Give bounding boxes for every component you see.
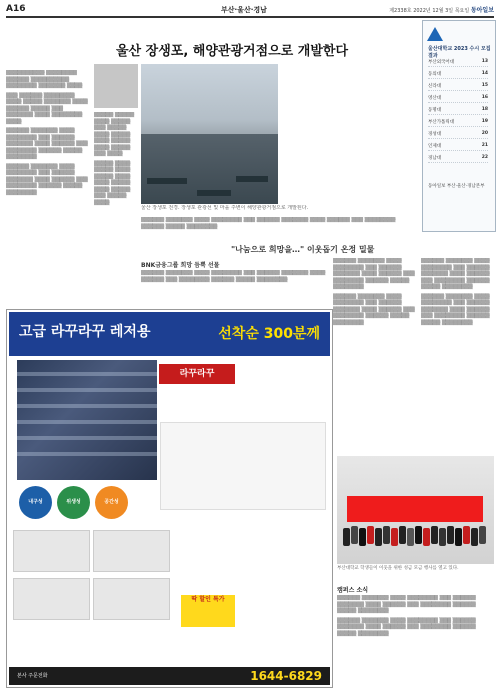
- person: [447, 526, 454, 544]
- sidebar-row-num: 13: [481, 59, 488, 64]
- person: [367, 526, 374, 544]
- person: [343, 528, 350, 546]
- ship: [197, 190, 231, 196]
- ad-footer-label: 본사 주문전화: [17, 673, 48, 679]
- person: [383, 526, 390, 544]
- person: [471, 528, 478, 546]
- campus-news-body: [337, 595, 494, 687]
- event-photo-caption: 부산대학교 학생들이 이웃을 위한 성금 모금 행사를 열고 있다.: [337, 566, 459, 571]
- photo-harbor: [141, 134, 278, 204]
- bed-stripe: [17, 452, 157, 456]
- article-paragraph: ▒▒▒▒▒▒ ▒▒▒▒▒▒▒ ▒▒▒▒ ▒▒▒▒▒▒▒▒ ▒▒▒ ▒▒▒▒▒▒ ▒▒▒▒▒▒▒ ▒▒▒▒ ▒▒▒▒▒▒ ▒▒▒ ▒▒▒▒▒▒▒▒ ▒▒▒▒▒▒ ▒▒▒▒▒ ▒▒▒▒▒▒▒▒: [141, 270, 326, 283]
- ad-details: [160, 422, 326, 510]
- sidebar-index: [422, 20, 496, 232]
- article-middle-column: [94, 112, 138, 310]
- sidebar-row-num: 16: [481, 95, 488, 100]
- person: [423, 528, 430, 546]
- logo-icon: [427, 27, 443, 41]
- ad-phone[interactable]: 1644-6829: [250, 669, 322, 683]
- sidebar-row[interactable]: [428, 119, 488, 127]
- event-banner: [347, 496, 483, 522]
- mid-article-title: "나눔으로 희망을…" 이웃돕기 온정 밀물: [231, 245, 375, 254]
- person: [479, 526, 486, 544]
- person: [351, 526, 358, 544]
- sidebar-row-num: 15: [481, 83, 488, 88]
- sidebar-row-label: 신라대: [428, 84, 442, 89]
- person: [399, 526, 406, 544]
- lead-area: [6, 20, 419, 60]
- publication-date: 제2338호 2022년 12월 3일 목요일: [389, 8, 470, 14]
- person: [359, 528, 366, 546]
- sidebar-row-num: 20: [481, 131, 488, 136]
- person: [439, 528, 446, 546]
- article-lede: ▒▒▒▒▒▒▒▒▒▒ ▒▒▒▒▒▒▒▒ ▒▒▒▒▒▒ ▒▒▒▒▒▒▒▒▒▒ ▒▒▒▒▒▒▒▒ ▒▒▒▒▒▒▒ ▒▒▒▒: [6, 70, 83, 89]
- mid-article-subtitle: BNK금융그룹 희망 듬뿍 선물: [141, 262, 220, 269]
- ad-highlight: 선착순 300분께: [218, 326, 320, 342]
- sidebar-row-label: 인제대: [428, 144, 442, 149]
- sidebar-row-num: 21: [481, 143, 488, 148]
- article-paragraph: ▒▒▒▒▒▒ ▒▒▒▒▒▒▒ ▒▒▒▒ ▒▒▒▒▒▒▒▒ ▒▒▒ ▒▒▒▒▒▒ ▒▒▒▒▒▒▒ ▒▒▒▒ ▒▒▒▒▒▒ ▒▒▒ ▒▒▒▒▒▒▒▒ ▒▒▒▒▒▒ ▒▒▒▒▒ ▒▒▒▒▒▒▒▒: [421, 293, 490, 326]
- ad-mini-image: [93, 530, 170, 572]
- article-photo: [141, 64, 278, 204]
- ship: [236, 176, 268, 182]
- person: [463, 526, 470, 544]
- article-paragraph: ▒▒▒▒▒▒ ▒▒▒▒▒▒▒ ▒▒▒▒ ▒▒▒▒▒▒▒▒ ▒▒▒ ▒▒▒▒▒▒ ▒▒▒▒▒▒▒ ▒▒▒▒ ▒▒▒▒▒▒ ▒▒▒ ▒▒▒▒▒▒▒▒ ▒▒▒▒▒▒ ▒▒▒▒▒ ▒▒▒▒▒▒▒▒: [337, 617, 476, 637]
- sidebar-row-label: 동명대: [428, 108, 442, 113]
- ad-headline: 고급 라꾸라꾸 레저용: [19, 324, 151, 340]
- sidebar-row-label: 동의대: [428, 72, 442, 77]
- sidebar-row-label: 영산대: [428, 96, 442, 101]
- sidebar-row-num: 18: [481, 107, 488, 112]
- bed-stripe: [17, 372, 157, 376]
- section-title: 부산·울산·경남: [221, 6, 267, 14]
- reporter-photo: [94, 64, 138, 108]
- person: [415, 526, 422, 544]
- article-paragraph: ▒▒▒▒▒▒ ▒▒▒▒▒▒▒ ▒▒▒▒ ▒▒▒▒▒▒▒▒ ▒▒▒ ▒▒▒▒▒▒ ▒▒▒▒▒▒▒ ▒▒▒▒ ▒▒▒▒▒▒ ▒▒▒ ▒▒▒▒▒▒▒▒ ▒▒▒▒▒▒ ▒▒▒▒▒ ▒▒▒▒▒▒▒▒: [333, 258, 415, 290]
- ad-sale-badge: 딱 할인 특가: [181, 595, 235, 627]
- sidebar-row-num: 22: [481, 155, 488, 160]
- ad-banner: [9, 312, 330, 356]
- feature-circle: [95, 486, 128, 519]
- page-number: A16: [6, 4, 26, 14]
- bed-stripe: [17, 420, 157, 424]
- publication-info: [389, 5, 494, 14]
- bed-stripe: [17, 404, 157, 408]
- sidebar-row-num: 14: [481, 71, 488, 76]
- person: [455, 528, 462, 546]
- product-image: [17, 360, 157, 480]
- article-paragraph: ▒▒▒ ▒▒▒▒▒▒ ▒▒▒▒▒▒▒▒ ▒▒▒▒ ▒▒▒▒▒ ▒▒▒▒▒▒▒ ▒▒▒▒ ▒▒▒▒▒▒ ▒▒▒▒▒ ▒▒▒ ▒▒▒▒▒▒▒ ▒▒▒▒ ▒▒▒▒▒▒▒▒ ▒▒▒▒: [6, 92, 88, 125]
- sidebar-section: 동아일보 부산·울산·경남본부: [428, 184, 485, 189]
- person: [391, 528, 398, 546]
- article-paragraph: ▒▒▒▒▒▒ ▒▒▒▒▒▒▒ ▒▒▒▒ ▒▒▒▒▒▒▒▒ ▒▒▒ ▒▒▒▒▒▒ ▒▒▒▒▒▒▒ ▒▒▒▒ ▒▒▒▒▒▒ ▒▒▒ ▒▒▒▒▒▒▒▒ ▒▒▒▒▒▒ ▒▒▒▒▒ ▒▒▒▒▒▒▒▒: [337, 595, 476, 614]
- sidebar-row-label: 부산외국어대: [428, 60, 455, 65]
- article-paragraph: ▒▒▒▒▒ ▒▒▒▒ ▒▒▒▒▒ ▒▒▒▒ ▒▒▒▒▒ ▒▒▒▒ ▒▒▒▒ ▒▒▒▒▒ ▒▒▒▒ ▒▒▒▒▒ ▒▒▒ ▒▒▒▒▒ ▒▒▒▒: [94, 160, 131, 206]
- mid-article-body: [141, 270, 331, 306]
- feature-label: 내구성: [28, 499, 43, 505]
- article-paragraph: ▒▒▒▒▒▒ ▒▒▒▒▒▒▒ ▒▒▒▒ ▒▒▒▒▒▒▒▒ ▒▒▒ ▒▒▒▒▒▒ ▒▒▒▒▒▒▒ ▒▒▒▒ ▒▒▒▒▒▒ ▒▒▒ ▒▒▒▒▒▒▒▒ ▒▒▒▒▒▒ ▒▒▒▒▒ ▒▒▒▒▒▒▒▒: [141, 217, 396, 230]
- article-paragraph: ▒▒▒▒▒ ▒▒▒▒▒ ▒▒▒▒ ▒▒▒▒▒ ▒▒▒ ▒▒▒▒▒ ▒▒▒▒ ▒▒▒▒▒ ▒▒▒▒ ▒▒▒▒▒ ▒▒▒▒ ▒▒▒▒▒ ▒▒▒ ▒▒▒▒: [94, 112, 135, 157]
- sidebar-row[interactable]: [428, 59, 488, 67]
- sidebar-row[interactable]: [428, 71, 488, 79]
- sidebar-row[interactable]: [428, 107, 488, 115]
- feature-circle: [57, 486, 90, 519]
- bed-stripe: [17, 388, 157, 392]
- ad-footer: [9, 667, 330, 685]
- sidebar-row-label: 경남대: [428, 156, 442, 161]
- sidebar-row[interactable]: [428, 95, 488, 103]
- feature-label: 위생성: [66, 499, 81, 505]
- advertisement[interactable]: [6, 309, 333, 688]
- article-paragraph: ▒▒▒▒▒▒ ▒▒▒▒▒▒▒ ▒▒▒▒ ▒▒▒▒▒▒▒▒ ▒▒▒ ▒▒▒▒▒▒ ▒▒▒▒▒▒▒ ▒▒▒▒ ▒▒▒▒▒▒ ▒▒▒ ▒▒▒▒▒▒▒▒ ▒▒▒▒▒▒ ▒▒▒▒▒ ▒▒▒▒▒▒▒▒: [333, 293, 415, 326]
- sidebar-row-label: 경성대: [428, 132, 442, 137]
- article-left-column: [6, 70, 89, 310]
- ad-badge: 라꾸라꾸: [159, 364, 235, 384]
- ad-mini-image: [93, 578, 170, 620]
- feature-label: 공간성: [104, 499, 119, 505]
- article-body: [141, 217, 417, 239]
- ad-mini-image: [13, 530, 90, 572]
- sidebar-row[interactable]: [428, 155, 488, 163]
- lead-headline: 울산 장생포, 해양관광거점으로 개발한다: [116, 44, 349, 59]
- article-column: [333, 258, 417, 454]
- event-photo: [337, 456, 494, 564]
- article-paragraph: ▒▒▒▒▒▒ ▒▒▒▒▒▒▒ ▒▒▒▒ ▒▒▒▒▒▒▒▒ ▒▒▒ ▒▒▒▒▒▒ ▒▒▒▒▒▒▒ ▒▒▒▒ ▒▒▒▒▒▒ ▒▒▒ ▒▒▒▒▒▒▒▒ ▒▒▒▒▒▒ ▒▒▒▒▒ ▒▒▒▒▒▒▒▒: [6, 128, 88, 160]
- sidebar-row-label: 부산가톨릭대: [428, 120, 455, 125]
- ad-mini-image: [13, 578, 90, 620]
- sidebar-row[interactable]: [428, 83, 488, 91]
- sidebar-title: 울산대학교 2023 수시 모집 결과: [428, 46, 491, 59]
- ad-lower: [13, 530, 326, 650]
- person: [375, 528, 382, 546]
- campus-news-title: 캠퍼스 소식: [337, 587, 369, 594]
- sidebar-row[interactable]: [428, 143, 488, 151]
- photo-caption: 울산 장생포 전경. 장생포 관광선 및 마을 주변이 해양관광거점으로 개발된다.: [141, 205, 309, 211]
- page-header: [6, 4, 494, 18]
- article-column: [421, 258, 494, 454]
- sidebar-row-num: 19: [481, 119, 488, 124]
- ship: [147, 178, 187, 184]
- feature-circle: [19, 486, 52, 519]
- article-paragraph: ▒▒▒▒▒▒ ▒▒▒▒▒▒▒ ▒▒▒▒ ▒▒▒▒▒▒▒▒ ▒▒▒ ▒▒▒▒▒▒ ▒▒▒▒▒▒▒ ▒▒▒▒ ▒▒▒▒▒▒ ▒▒▒ ▒▒▒▒▒▒▒▒ ▒▒▒▒▒▒ ▒▒▒▒▒ ▒▒▒▒▒▒▒▒: [6, 163, 88, 196]
- sidebar-row[interactable]: [428, 131, 488, 139]
- bed-stripe: [17, 436, 157, 440]
- brand-name: 동아일보: [470, 7, 494, 14]
- person: [407, 528, 414, 546]
- person: [431, 526, 438, 544]
- article-paragraph: ▒▒▒▒▒▒ ▒▒▒▒▒▒▒ ▒▒▒▒ ▒▒▒▒▒▒▒▒ ▒▒▒ ▒▒▒▒▒▒ ▒▒▒▒▒▒▒ ▒▒▒▒ ▒▒▒▒▒▒ ▒▒▒ ▒▒▒▒▒▒▒▒ ▒▒▒▒▒▒ ▒▒▒▒▒ ▒▒▒▒▒▒▒▒: [421, 258, 490, 290]
